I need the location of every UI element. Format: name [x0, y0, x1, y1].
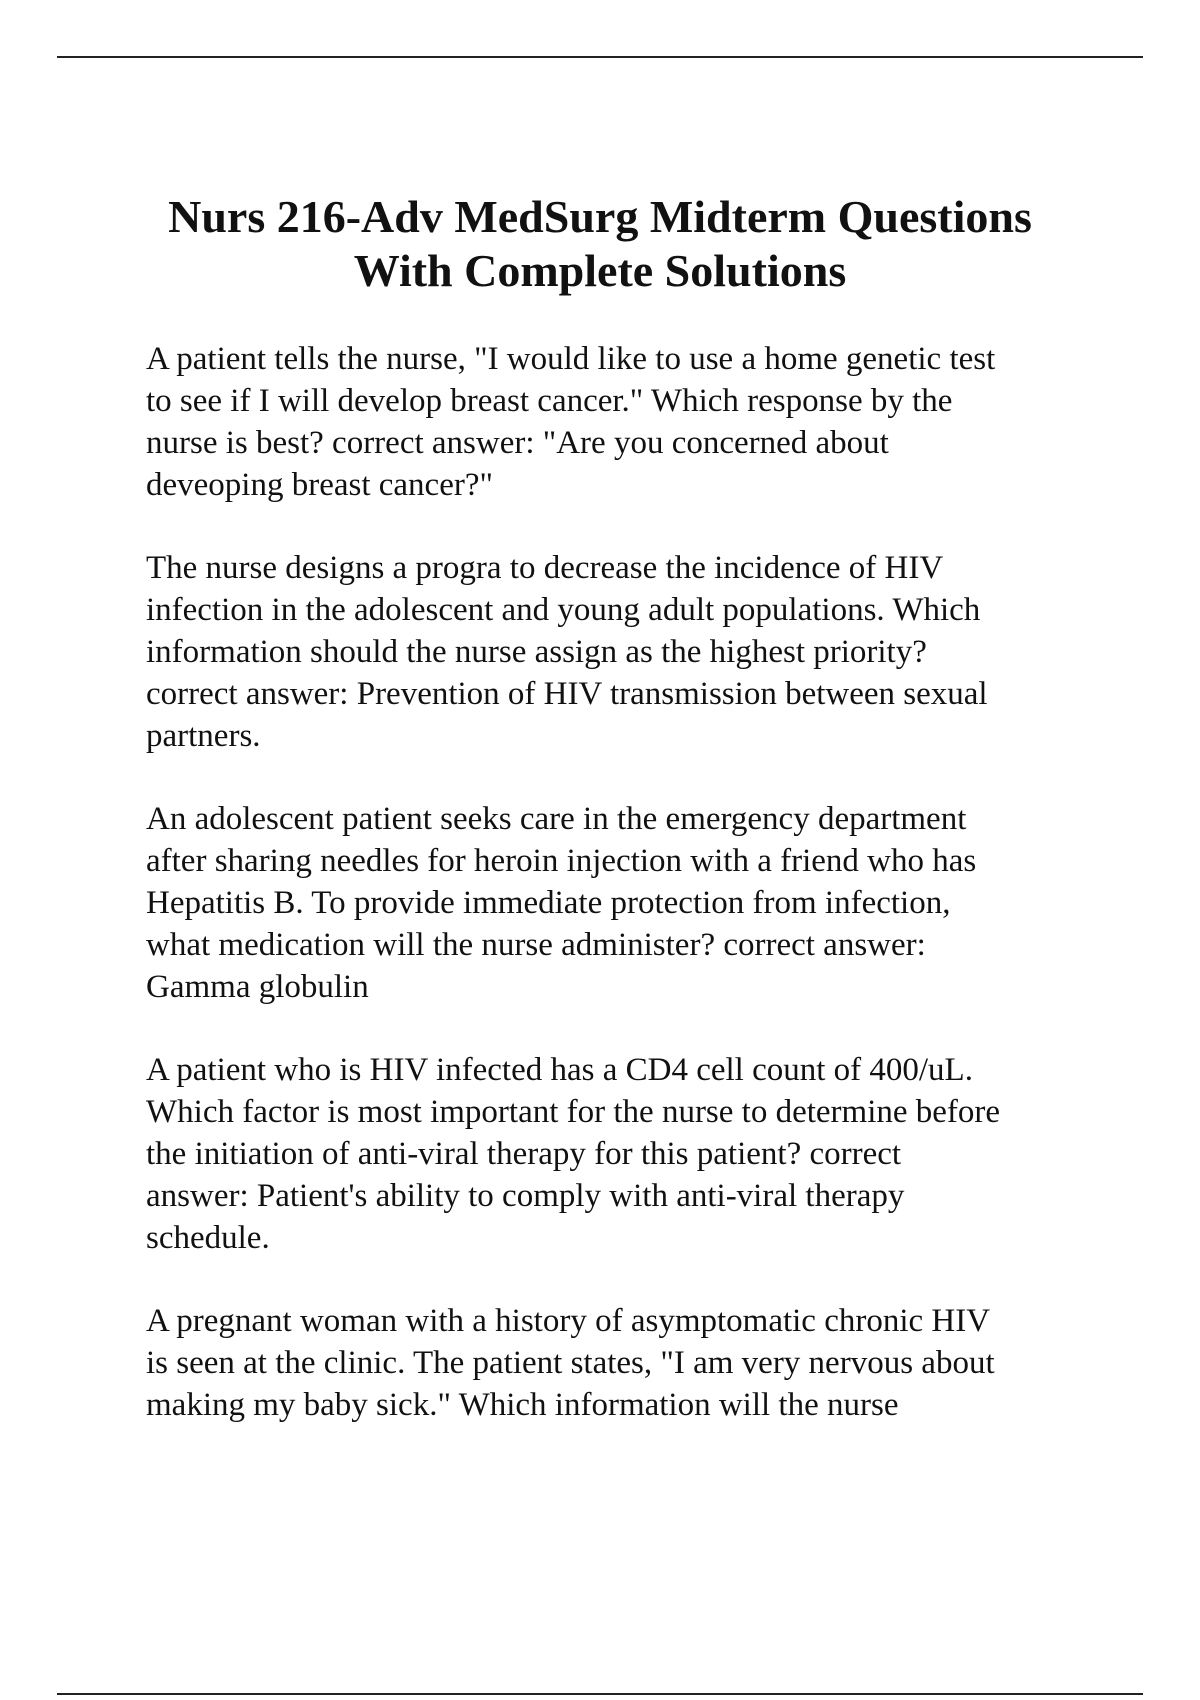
text-line: The nurse designs a progra to decrease the incidence of HIV	[146, 550, 944, 586]
text-line: nurse is best? correct answer: "Are you concerned about	[146, 425, 889, 461]
top-divider	[57, 56, 1143, 58]
text-line: infection in the adolescent and young adult populations. Which	[146, 592, 981, 628]
document-body	[146, 338, 1106, 1467]
text-line: Gamma globulin	[146, 969, 369, 1005]
text-line: to see if I will develop breast cancer." Which response by the	[146, 383, 953, 419]
text-line: what medication will the nurse administer? correct answer:	[146, 927, 926, 963]
text-line: deveoping breast cancer?"	[146, 467, 493, 503]
text-line: after sharing needles for heroin injection with a friend who has	[146, 843, 977, 879]
question-paragraph-3	[146, 798, 1106, 1008]
text-line: making my baby sick." Which information will the nurse	[146, 1387, 899, 1423]
text-line: A patient tells the nurse, "I would like to use a home genetic test	[146, 341, 996, 377]
document-title	[100, 190, 1100, 298]
text-line: Hepatitis B. To provide immediate protection from infection,	[146, 885, 951, 921]
text-line: A pregnant woman with a history of asymptomatic chronic HIV	[146, 1303, 991, 1339]
question-paragraph-4	[146, 1049, 1106, 1259]
question-paragraph-2	[146, 547, 1106, 757]
title-line: With Complete Solutions	[353, 245, 847, 296]
text-line: schedule.	[146, 1220, 270, 1256]
text-line: the initiation of anti-viral therapy for this patient? correct	[146, 1136, 902, 1172]
question-paragraph-1	[146, 338, 1106, 506]
text-line: A patient who is HIV infected has a CD4 cell count of 400/uL.	[146, 1052, 973, 1088]
text-line: information should the nurse assign as the highest priority?	[146, 634, 927, 670]
text-line: answer: Patient's ability to comply with anti-viral therapy	[146, 1178, 905, 1214]
text-line: correct answer: Prevention of HIV transmission between sexual	[146, 676, 988, 712]
text-line: is seen at the clinic. The patient states, "I am very nervous about	[146, 1345, 995, 1381]
text-line: An adolescent patient seeks care in the emergency department	[146, 801, 967, 837]
text-line: Which factor is most important for the nurse to determine before	[146, 1094, 1001, 1130]
title-line: Nurs 216-Adv MedSurg Midterm Questions	[168, 191, 1032, 242]
question-paragraph-5	[146, 1300, 1106, 1426]
bottom-divider	[57, 1693, 1143, 1695]
text-line: partners.	[146, 718, 261, 754]
